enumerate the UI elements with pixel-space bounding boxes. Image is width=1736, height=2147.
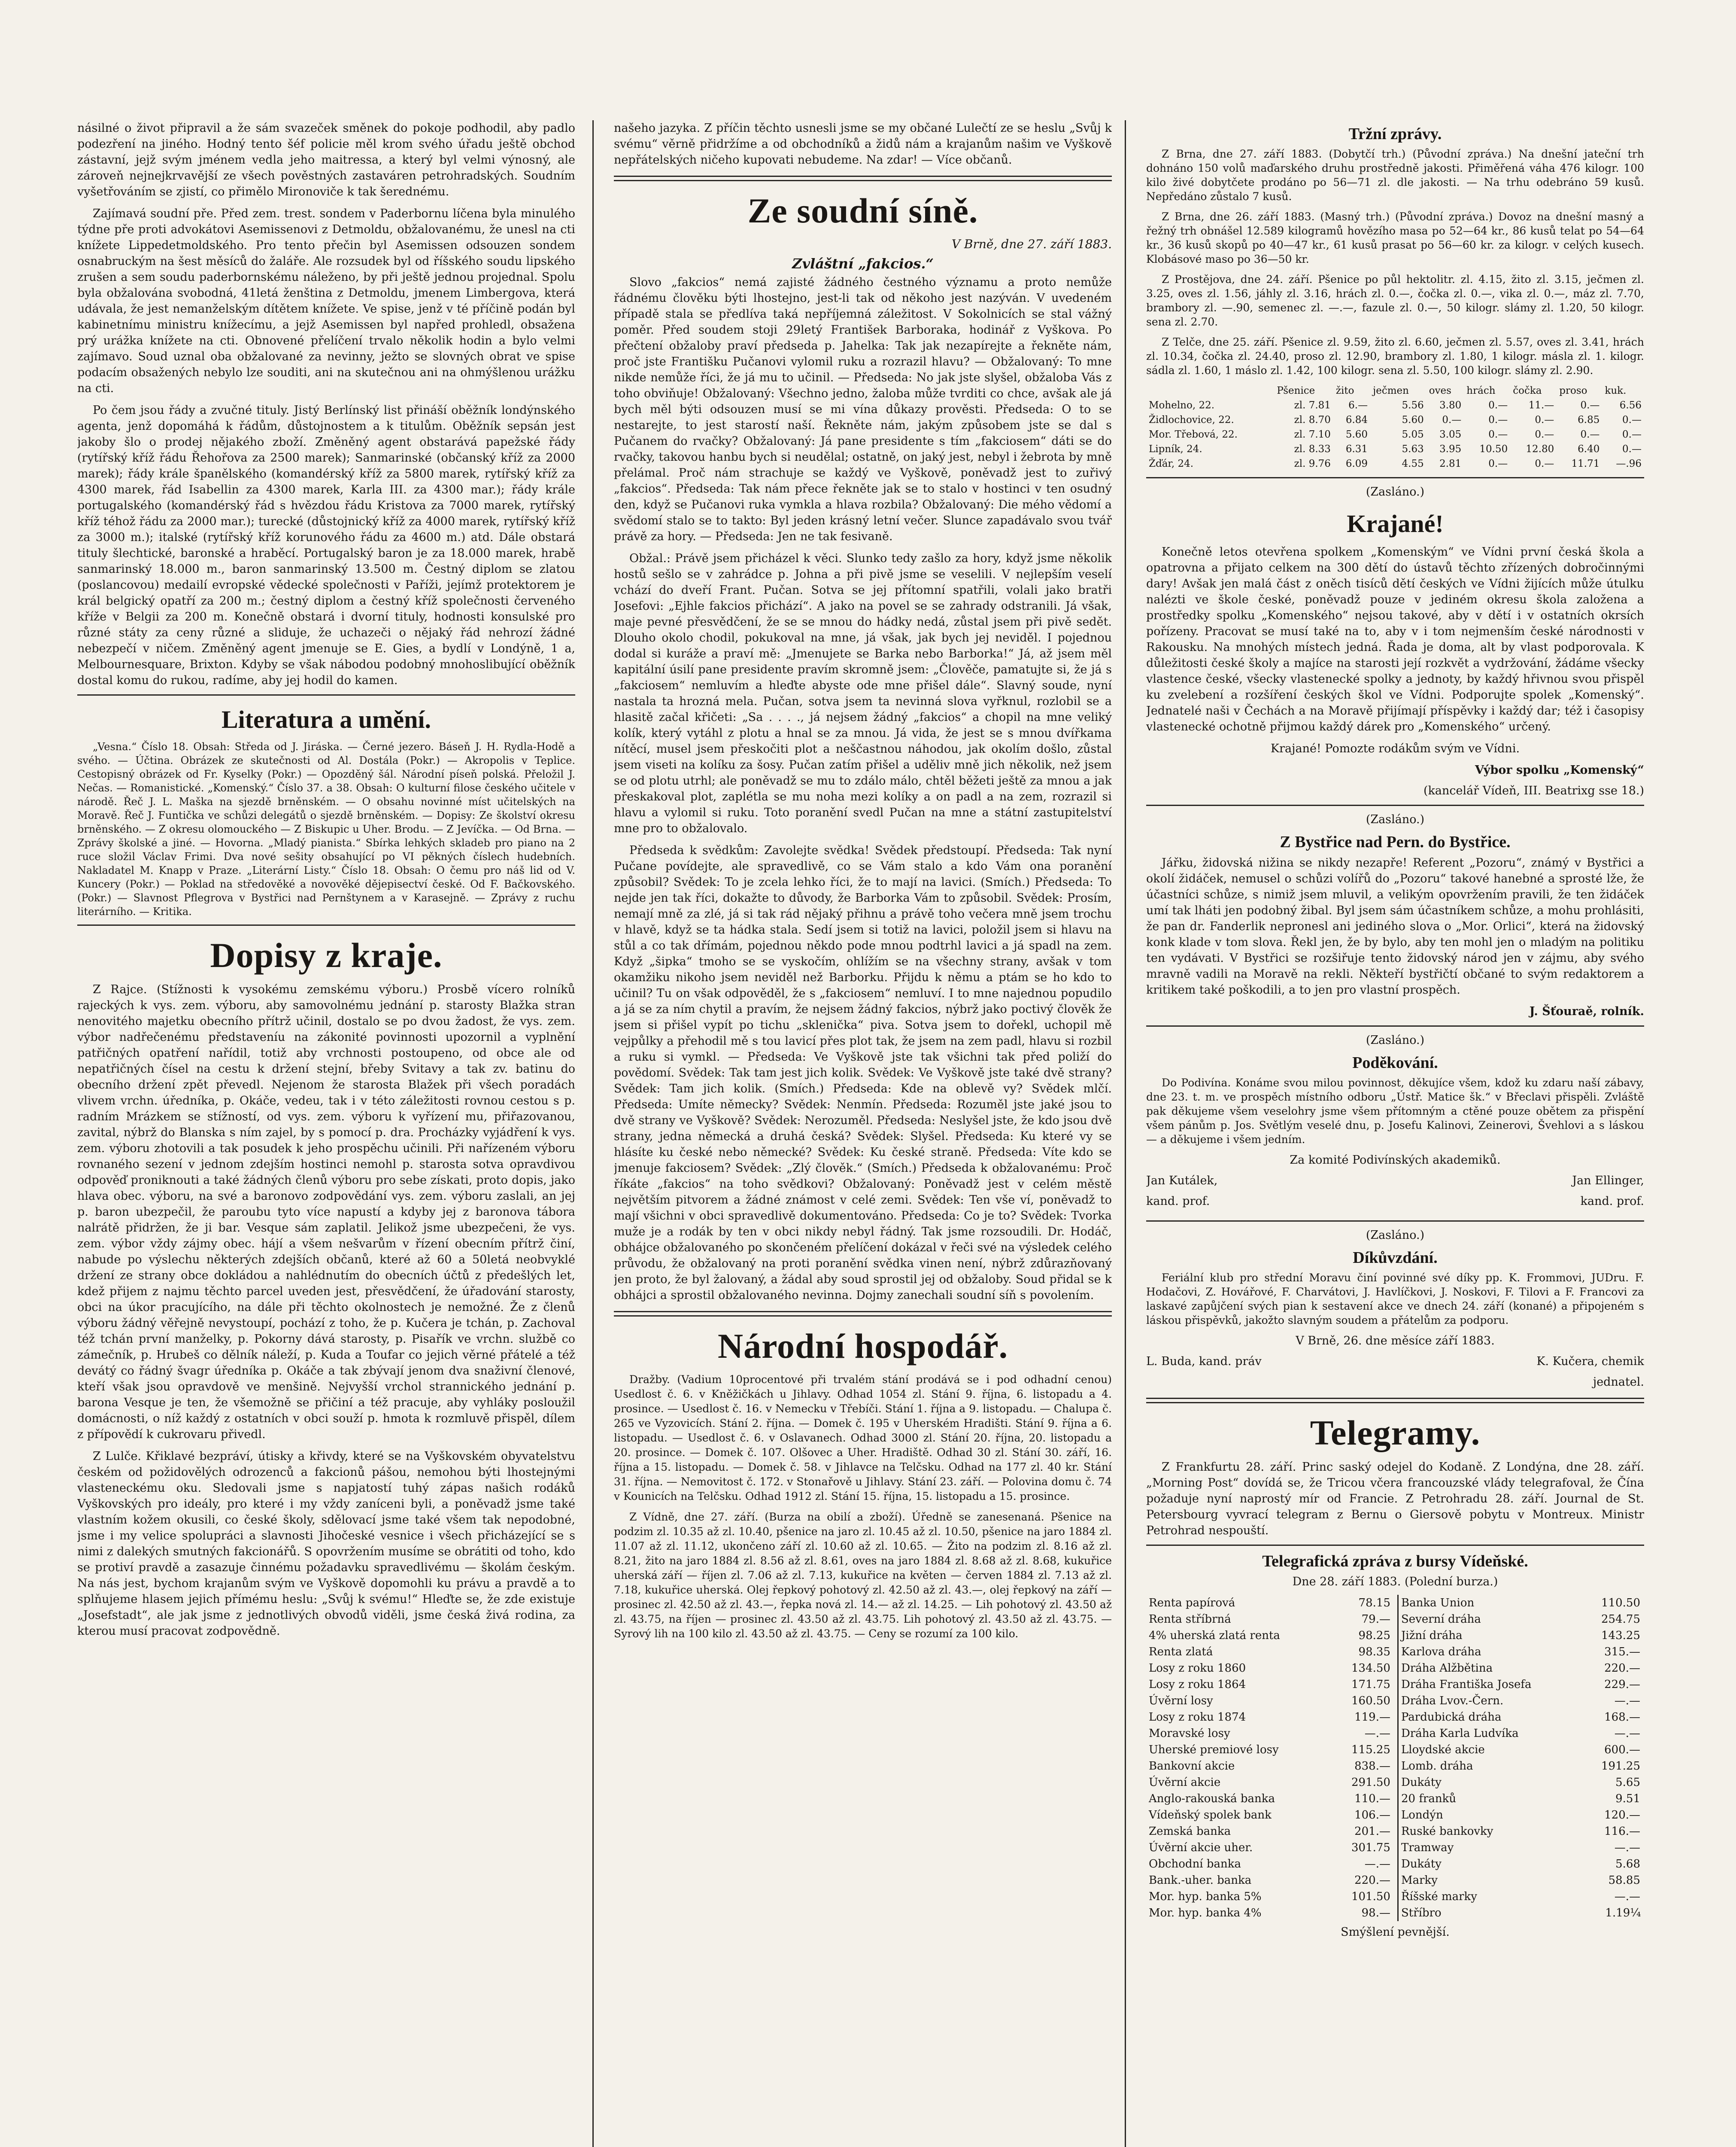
newspaper-page — [60, 120, 1691, 2147]
exchange-item: Tramway — [1401, 1841, 1454, 1854]
exchange-item: Bankovní akcie — [1149, 1760, 1235, 1773]
exchange-item: Renta stříbrná — [1149, 1613, 1231, 1626]
exchange-row — [1398, 1611, 1643, 1627]
signature-row — [1146, 1194, 1644, 1214]
exchange-item: Dukáty — [1401, 1776, 1442, 1789]
exchange-row — [1398, 1872, 1643, 1889]
exchange-row — [1146, 1693, 1393, 1709]
table-cell: Žďár, 24. — [1149, 458, 1194, 469]
exchange-value: —.— — [1614, 1727, 1640, 1740]
exchange-value: 120.— — [1604, 1809, 1640, 1822]
exchange-value: 116.— — [1604, 1825, 1640, 1838]
notice-text: Feriální klub pro střední Moravu činí povinné své díky pp. K. Frommovi, JUDru. F. Hodačovi, Z. Hovářové, F. Charvátovi, J. Havlíčkovi, J. Noskovi, F. Tilovi a F. Francovi za laskavé zapůjčení svých pian k sestavení akce ve dnech 24. září (konané) a připojeném s láskou přispěvků, jakožto slavným soudem a přátelům za podporu. — [1146, 1271, 1644, 1326]
table-cell: 0.— — [1535, 458, 1554, 469]
exchange-value: 838.— — [1354, 1760, 1390, 1773]
exchange-value: 254.75 — [1601, 1613, 1640, 1626]
exchange-item: Zemská banka — [1149, 1825, 1231, 1838]
exchange-row — [1146, 1709, 1393, 1725]
exchange-row — [1146, 1595, 1393, 1611]
exchange-item: Severní dráha — [1401, 1613, 1481, 1626]
table-cell: 0.— — [1488, 458, 1508, 469]
exchange-value: 58.85 — [1608, 1874, 1640, 1887]
exchange-value: 115.25 — [1351, 1743, 1390, 1756]
exchange-row — [1146, 1905, 1393, 1921]
notice-text: Jářku, židovská nižina se nikdy nezapře! Referent „Pozoru“, známý v Bystřici a okolí židáček, nemusel o schůzi volířů do „Pozoru“ takové hanebné a sprosté lže, že účastníci schůze, s nimiž jsem mluvil, a velikým opovržením pravili, že ten židáček umí tak lháti jen podobný žibal. Byl jsem sám účastníkem schůze, a mohu prohlásiti, že pan dr. Fanderlik nepronesl ani jediného slova o „Mor. Orlici“, která na židovský konk klade v tom slova. Řekl jen, že by bylo, aby ten mohl jen o mladým na politiku ten vydávati. V Bystřici se rozšiřuje tento židovský národ jen v zájmu, aby svého mravně vadili na Moravě na rekli. Někteří bystřičtí občané to svým redaktorem a kritikem také poškodili, a to jen pro vlastní prospěch. — [1146, 856, 1644, 997]
dateline: V Brně, dne 27. září 1883. — [951, 237, 1112, 251]
exchange-value: 191.25 — [1601, 1760, 1640, 1773]
table-cell: —.96 — [1616, 458, 1642, 469]
table-cell: 3.95 — [1439, 444, 1462, 455]
table-cell: 0.— — [1488, 429, 1508, 440]
table-cell: 2.81 — [1439, 458, 1462, 469]
divider — [1146, 805, 1644, 806]
exchange-row — [1398, 1889, 1643, 1905]
exchange-row — [1398, 1807, 1643, 1823]
table-cell: 6.40 — [1578, 444, 1600, 455]
exchange-value: 143.25 — [1601, 1629, 1640, 1642]
table-cell: 3.80 — [1439, 400, 1462, 411]
table-cell: Lipník, 24. — [1149, 444, 1202, 455]
table-cell: 0.— — [1488, 414, 1508, 426]
section-title-letters: Dopisy z kraje. — [210, 936, 443, 975]
exchange-item: Bank.-uher. banka — [1149, 1874, 1252, 1887]
exchange-value: 98.— — [1361, 1907, 1390, 1919]
article-text: Z Frankfurtu 28. září. Princ saský odejel do Kodaně. Z Londýna, dne 28. září. „Morning Post“ dovídá se, že Tricou včera francouzské vlády telegrafoval, že Čína požaduje nyní naprostý mír od Francie. Z Petrohradu 28. září. Journal de St. Petersbourg vyvrací telegram z Bernu o Giersově pobytu v Montreux. Ministr Petrohrad nespouští. — [1146, 1460, 1644, 1537]
table-cell: 10.50 — [1479, 444, 1508, 455]
exchange-row — [1146, 1660, 1393, 1676]
table-cell: 5.63 — [1402, 444, 1424, 455]
notice-place-date: V Brně, 26. dne měsíce září 1883. — [1296, 1334, 1495, 1347]
exchange-value: 106.— — [1354, 1809, 1390, 1822]
signature-name: K. Kučera, chemik — [1536, 1355, 1644, 1368]
exchange-row — [1146, 1791, 1393, 1807]
table-header-cell: čočka — [1513, 385, 1542, 396]
article-text: Z Prostějova, dne 24. září. Pšenice po půl hektolitr. zl. 4.15, žito zl. 3.15, ječmen zl. 3.25, oves zl. 1.56, jáhly zl. 3.16, hrách zl. 0.—, čočka zl. 0.—, vika zl. 0.—, máz zl. 7.70, brambory zl. —.90, semenec zl. —.—, fazule zl. 0.—, 50 kilogr. slámy zl. 1.20, 50 kilogr. sena zl. 2.70. — [1146, 273, 1644, 328]
table-header-cell: žito — [1335, 385, 1354, 396]
exchange-row — [1146, 1742, 1393, 1758]
notice-label: (Zasláno.) — [1366, 485, 1425, 499]
notice-text: Do Podivína. Konáme svou milou povinnost, děkujíce všem, kdož ku zdaru naší zábavy, dne 23. t. m. ve prospěch místního odboru „Ústř. Matice šk.“ v Břeclavi přispěli. Zvláště pak děkujeme všem veselohry jsme všem přítomným a ctěné pouze obětem za přispění všem pánům p. Jos. Světlým veselé dnu, p. Josefu Kalinovi, Zeinerovi, Švehlovi a s láskou — a děkujeme i všem jedním. — [1146, 1077, 1644, 1146]
article-text: násilné o život připravil a že sám svazeček směnek do pokoje podhodil, aby padlo podezření na jiného. Hodný tento šéf policie měl krom svého úřadu ještě obchod zástavní, jejž svým jménem vedla jeho maitressa, a který byl velmi výnosný, ale zároveň nejnejkrvavější ze všech pověstných zastaváren petrohradských. Soudním vyšetřováním se zjistí, co přimělo Mironoviče k tak šerednému. — [77, 122, 575, 198]
exchange-item: Úvěrní akcie uher. — [1149, 1841, 1253, 1854]
signature-name: Jan Kutálek, — [1146, 1174, 1218, 1187]
table-cell: 0.— — [1622, 414, 1642, 426]
notice-text: Konečně letos otevřena spolkem „Komenským“ ve Vídni první česká škola a opatrovna a přijato celkem na 300 dětí do ústavů těchto zřízených dobročinnými dary! Avšak jen malá část z oněch tisíců dětí českých ve Vídni žijících může útulku nalézti ve škole české, poněvadž pouze v jediném okresu škola založena a prostředky spolku „Komenského“ nejsou takové, aby v dětí i v ostatních okrsích pořízeny. Pracovat se musí také na to, aby v i tom nejmenším české národnosti v Rakousku. Na mnohých místech jedná. Řada je doma, alt by vlast podporovala. K důležitosti české školy a majíce na starosti její rozkvět a vydržování, žádáme všecky vlastence české, všecky vlastenecké spolky a jednoty, by každý hřivnou svou přispěl ku zvelebení a rozšíření českých škol ve Vídni. Podporujte spolek „Komenský“. Jednatelé naši v Čechách a na Moravě přijímají příspěvky i každý dar; též i časopisy vlastenecké ochotně přijmou každý dárek pro „Komenského“ určený. — [1146, 545, 1644, 733]
exchange-row — [1398, 1725, 1643, 1742]
table-row — [1146, 398, 1644, 413]
exchange-value: 220.— — [1604, 1662, 1640, 1675]
exchange-row — [1398, 1709, 1643, 1725]
table-cell: 5.60 — [1345, 429, 1368, 440]
exchange-row — [1398, 1676, 1643, 1693]
article-text: Z Lulče. Křiklavé bezpráví, útisky a křivdy, které se na Vyškovském obyvatelstvu českém od požidovělých odrozenců a fakcionů pášou, nemohou býti lhostejnými vlasteneckému oku. Sledovali jsme s napjatostí tuhý zápas našich rodáků Vyškovských pro ideály, pro které i my vždy zaníceni byli, a poněvadž jsme také vlastním kožem okusili, co české školy, sdělovací jsme také všem tak nepodobné, jsme i my velice spolupráci a slavnosti Jihočeské vesnice i všech přicházející se s nimi z dalekých smutných fakcionářů. S opovržením musíme se obrátiti od toho, kdo se protiví pravdě a zasazuje činnému požadavku spravedlivému — školám českým. Na nás jest, bychom krajanům svým ve Vyškově dopomohli ku právu a pravdě a to splňujeme hlasem jejich přímému heslu: „Svůj k svému!“ Hleďte se, že zde existuje „Josefstadt“, ale jak jsme z jednotlivých obvodů viděli, jsme česká živá rodina, za kterou musí pracovat zodpovědně. — [77, 1450, 575, 1638]
table-header-row — [1146, 383, 1644, 398]
article-text: Obžal.: Právě jsem přicházel k věci. Slunko tedy zašlo za hory, když jsme několik hostů sešlo se v zahrádce p. Johna a při pivě jsme se veselili. V nejlepším veselí vchází do dveří Frant. Pučan. Sotva se jej přítomní spatřili, volali jako bratři Josefovi: „Ejhle fakcios přichází“. A jako na povel se se zahrady odstranili. Já však, maje pevné přesvědčení, že se se mnou do hádky nedá, zůstal jsem při pivě sedět. Dlouho okolo chodil, pokukoval na mne, já však, jak bych jej neviděl. I pojednou dodal si kuráže a praví mě: „Jmenujete se Barka nebo Barborka!“ Já, až jsem měl kapitální úsilí pane presidente pravím skromně jsem: „Člověče, pamatujte si, že já s „fakciosem“ nemluvím a hleďte abyste ode mne přišel dále“. Slavný soude, nyní nastala ta hrozná mela. Pučan, sotva jsem ta nevinná slova vyřknul, rozlobil se a hlasitě začal křičeti: „Sa . . . ., já nejsem žádný „fakcios“ a chopil na mne veliký kolík, který vytáhl z plotu a hnal se za mnou. Já vida, že jest se s mnou dvířkama nítěcí, musel jsem přeskočiti plot a neščastnou náhodou, jak okolím došlo, zůstal jsem viseti na kolíku za šosy. Pučan zatím přišel a uděliv mně jich několik, než jsem se od plotu utrhl; ale poněvadž se mu to zdálo málo, chtěl běžeti ještě za mnou a jak přeskakoval plot, zaplétla se mu noha mezi kolíky a on padl a na zem, rozrazil si hlavu a vylomil si ruku. Toto poranění svedl Pučan na mne a státní zastupitelství mne pro to obžalovalo. — [614, 552, 1112, 835]
table-cell: Židlochovice, 22. — [1149, 414, 1234, 426]
table-cell: 0.— — [1622, 444, 1642, 455]
notice-signature: Výbor spolku „Komenský“ — [1475, 763, 1644, 777]
exchange-row — [1398, 1644, 1643, 1660]
divider — [614, 176, 1112, 181]
exchange-item: Lomb. dráha — [1401, 1760, 1473, 1773]
exchange-item: Úvěrní losy — [1149, 1694, 1213, 1707]
article-text: „Vesna.“ Číslo 18. Obsah: Středa od J. Jiráska. — Černé jezero. Báseň J. H. Rydla-Hodě a svého. — Účtina. Obrázek ze skutečnosti od Al. Dostála (Pokr.) — Akropolis v Teplice. Cestopisný obrázek od Fr. Kyselky (Pokr.) — Opozděný šál. Národní píseň polská. Přeložil J. Nečas. — Romanistické. „Komenský.“ Číslo 37. a 38. Obsah: O kulturní filose českého učitele v národě. Řeč J. L. Maška na sjezdě brněnském. — O obsahu novinné míst učitelských na Moravě. Řeč J. Funtička ve schůzi delegátů o sjezdě brněnském. — Dopisy: Ze školství okresu brněnského. — Z okresu olomouckého — Z Biskupic u Uher. Brodu. — Z Jevíčka. — Od Brna. — Zprávy školské a jiné. — Hovorna. „Mladý pianista.“ Sbírka lehkých skladeb pro piano na 2 ruce složil Václav Frimi. Dva nové sešity obsahující po VI pěkných číslech hudebních. Nakladatel M. Knapp v Praze. „Literární Listy.“ Číslo 18. Obsah: O čemu pro náš lid od V. Kuncery (Pokr.) — Poklad na středověké a novověké dějepisectví české. Od F. Bačkovského. (Pokr.) — Slavnost Pflegrova v Bystřici nad Pernštynem a v Karasejně. — Zprávy z ruchu literárního. — Kritika. — [77, 741, 575, 918]
article-text: Z Brna, dne 26. září 1883. (Masný trh.) (Původní zpráva.) Dovoz na dnešní masný a řežný trh obnášel 12.589 kilogramů hovězího masa po 52—64 kr., 86 kusů telat po 54—64 kr., 36 kusů skopů po 40—47 kr., 61 kusů prasat po 56—60 kr. za kilogr. v celých kusech. Klobásové maso po 36—50 kr. — [1146, 210, 1644, 265]
section-title-economy: Národní hospodář. — [717, 1326, 1008, 1365]
exchange-item: Losy z roku 1864 — [1149, 1678, 1246, 1691]
column-1 — [77, 120, 575, 2147]
exchange-value: 78.15 — [1358, 1597, 1390, 1609]
column-rule — [592, 120, 594, 2147]
exchange-row — [1398, 1823, 1643, 1840]
exchange-value: 119.— — [1354, 1711, 1390, 1724]
exchange-tables — [1146, 1595, 1644, 1921]
table-header-cell: kuk. — [1605, 385, 1627, 396]
exchange-row — [1398, 1660, 1643, 1676]
exchange-value: —.— — [1364, 1727, 1390, 1740]
article-subtitle: Zvláštní „fakcios.“ — [792, 255, 934, 272]
signature-title: kand. prof. — [1580, 1195, 1644, 1208]
exchange-item: Pardubická dráha — [1401, 1711, 1502, 1724]
exchange-row — [1398, 1905, 1643, 1921]
exchange-item: Anglo-rakouská banka — [1149, 1792, 1275, 1805]
exchange-value: 160.50 — [1351, 1694, 1390, 1707]
article-text: Po čem jsou řády a zvučné tituly. Jistý Berlínský list přináší oběžník londýnského agenta, jenž dopomáhá k řádům, důstojnostem a k titulům. Oběžník sepsán jest jakoby šlo o prodej nějakého zboží. Změněný agent obstarává papežské řády (rytířský kříž řádu Řehořova za 2500 marek); Sanmarinské (občanský kříž za 2000 marek); řády krále španělského (komandérský kříž za 5800 marek, rytířský kříž za 4300 marek, řád Isabellin za 4300 marek, Karla III. za 4300 mar.); řády krále portugalského (komandérský řád s hvězdou řádu Kristova za 7000 marek, rytířský kříž téhož řádu za 2000 mar.); turecké (důstojnický kříž za 4000 marek, rytířský kříž za 3000 m.); italské (rytířský kříž korunového řádu za 4600 m.) atd. Dále obstará tituly šlechtické, baronské a hraběcí. Portugalský baron je za 18.000 marek, hrabě sanmarinský 18.000 m., baron sanmarinský 13.500 m. Čestný diplom se zlatou (poslancovou) medailí evropské vědecké společnosti v Paříži, jejímž protektorem je král belgický opatří za 200 m.; čestný diplom a čestný kříž společnosti červeného kříže v Belgii za 200 m. Konečně obstará i dvorní tituly, hodnosti konsulské pro různé státy za ceny různé a sliduje, že uchazeči o nějaký řád nehrozí žádné nebezpečí v ničem. Změněný agent jmenuje se E. Gies, a bydlí v Londýně, 1 a, Melbournesquare, Brixton. Kdyby se však nábodou podobný mnohoslibující oběžník dostal komu do rukou, radíme, aby jej hodil do kamen. — [77, 404, 575, 687]
exchange-footer: Smýšlení pevnější. — [1341, 1925, 1450, 1939]
table-cell: Mor. Třebová, 22. — [1149, 429, 1238, 440]
table-cell: 0.— — [1488, 400, 1508, 411]
signature-row — [1146, 1354, 1644, 1375]
table-cell: Mohelno, 22. — [1149, 400, 1215, 411]
table-cell: 11.— — [1528, 400, 1554, 411]
divider — [1146, 477, 1644, 478]
exchange-date: Dne 28. září 1883. (Polední burza.) — [1292, 1575, 1498, 1588]
article-text: našeho jazyka. Z příčin těchto usnesli jsme se my občané Lulečtí ze se heslu „Svůj k svému“ věrně přidržíme a od obchodníků a židů nám a krajanům našim ve Vyškově nepřátelských ničeho kupovati nebudeme. Na zdar! — Více občanů. — [614, 122, 1112, 167]
table-header-cell: Pšenice — [1277, 385, 1315, 396]
table-row — [1146, 456, 1644, 471]
exchange-item: Renta zlatá — [1149, 1645, 1213, 1658]
table-cell: 0.— — [1622, 429, 1642, 440]
exchange-row — [1146, 1627, 1393, 1644]
divider — [1146, 1398, 1644, 1403]
notice-label: (Zasláno.) — [1366, 1034, 1425, 1047]
table-header-cell — [1146, 383, 1274, 398]
exchange-value: 171.75 — [1351, 1678, 1390, 1691]
section-title-telegrams: Telegramy. — [1310, 1413, 1481, 1452]
exchange-value: —.— — [1614, 1694, 1640, 1707]
notice-address: (kancelář Vídeň, III. Beatrixg sse 18.) — [1423, 784, 1644, 797]
exchange-value: —.— — [1364, 1858, 1390, 1870]
exchange-item: Renta papírová — [1149, 1597, 1235, 1609]
exchange-value: 5.68 — [1615, 1858, 1640, 1870]
exchange-row — [1146, 1774, 1393, 1791]
exchange-row — [1398, 1758, 1643, 1774]
exchange-value: 168.— — [1604, 1711, 1640, 1724]
exchange-item: Mor. hyp. banka 5% — [1149, 1890, 1262, 1903]
exchange-row — [1398, 1774, 1643, 1791]
table-cell: 3.05 — [1439, 429, 1462, 440]
column-2 — [614, 120, 1112, 2147]
notice-title-bystrice: Z Bystřice nad Pern. do Bystřice. — [1280, 833, 1511, 851]
article-text: Předseda k svědkům: Zavolejte svědka! Svědek předstoupí. Předseda: Tak nyní Pučane povídejte, ale spravedlivě, co se Vám stalo a kdo Vám ona poranění způsobil? Svědek: To je zcela lehko říci, že to mají na lavici. (Smích.) Předseda: To nejde jen tak říci, dokažte to důvody, že Barborka Vám to způsobil. Svědek: Prosím, nemají mně za zlé, já si tak rád nějaký přihnu a právě toho večera mně jsem trochu v hlavě, když se ta hádka stala. Sedí jsem si totiž na lavici, položil jsem si hlavu na stůl a co tak dřímám, pojednou někdo pode mnou podtrhl lavici a já spadl na zem. Když „šipka“ tmoho se se vyskočím, ohlížím se na všechny strany, avšak v tom okamžiku nikoho jsem neviděl než Barborku. Přijdu k němu a ptám se ho kdo to učinil? Tu on však odpověděl, že s „fakciosem“ nemluví. I to mne najednou popudilo a já se za ním chytil a pravím, že nejsem žádný fakcios, nýbrž jako poctivý člověk že jsem si přišel vypít po tichu „sklenička“ piva. Sotva jsem to dořekl, uchopil mě vejpůlky a přehodil mě s tou lavicí přes plot tak, že jsem na zem padl, hlavu si rozbil a ruku si vymkl. — Předseda: Ve Vyškově jste tak všichni tak před poliží do povědomí. Svědek: Tak tam jest jich kolik. Svědek: Ve Vyškově jste také dvě strany? Svědek: Tam jich kolik. (Smích.) Předseda: Kde na oblevě vy? Svědek mlčí. Předseda: Umíte německy? Svědek: Nenmín. Předseda: Rozuměl jste jaké jsou to dvě strany ve Vyškově? Svědek: Nerozuměl. Předseda: Neslyšel jste, že kdo jsou dvě strany, jedna německá a druhá česká? Svědek: Slyšel. Předseda: Ku které vy se hlásíte ku české nebo německé? Svědek: Ku české straně. Předseda: Víte kdo se jmenuje fakciosem? Svědek: „Zlý člověk.“ (Smích.) Předseda k obžalovanému: Proč říkáte „fakcios“ na toho svědkovi? Obžalovaný: Poněvadž jest v celém městě největším pitvorem a žádné známost v celé zemi. Svědek: Ten vše ví, poněvadž to mají všichni v obci spravedlivě dokumentováno. Předseda: Co je to? Svědek: Tvorka muže je a rodák by ten v obci nikdy nebyl řádný. Tak jsme rozsoudili. Dr. Hodáč, obhájce obžalovaného po skončeném přelíčení dokázal v řeči své na výsledek celého průvodu, že obžalovaný na proti poranění svědka vinen není, nýbrž zdůrazňovaný jen proto, že byl žalovaný, a žádal aby soud sprostil jej od obžaloby. Soud přidal se k obhájci a sprostil obžalovaného nevinna. Dojmy zanechali soudní síň s povolením. — [614, 844, 1112, 1302]
table-header-cell: proso — [1559, 385, 1587, 396]
exchange-item: Jižní dráha — [1401, 1629, 1463, 1642]
table-cell: 6.31 — [1345, 444, 1368, 455]
exchange-row — [1398, 1693, 1643, 1709]
table-header-cell: ječmen — [1373, 385, 1409, 396]
table-cell: zl. 7.81 — [1294, 400, 1331, 411]
exchange-item: Úvěrní akcie — [1149, 1776, 1221, 1789]
table-row — [1146, 442, 1644, 456]
exchange-row — [1398, 1791, 1643, 1807]
table-cell: 0.— — [1580, 429, 1600, 440]
notice-appeal: Krajané! Pomozte rodákům svým ve Vídni. — [1270, 742, 1520, 755]
exchange-item: Stříbro — [1401, 1907, 1442, 1919]
exchange-item: Dukáty — [1401, 1858, 1442, 1870]
exchange-row — [1146, 1611, 1393, 1627]
article-text: Slovo „fakcios“ nemá zajisté žádného čestného významu a proto nemůže řádnému člověku býti lhostejno, jest-li tak od někoho jest nazýván. V uvedeném případě stala se předlíva taká nepříjemná záležitost. V Sokolnicích se stal vážný poměr. Před soudem stoji 29letý František Barboraka, hodinář z Vyškova. Po přečtení obžaloby praví předseda p. Jahelka: Tak jak nezapírejte a řekněte nám, proč jste Františku Pučanovi vylomil ruku a rozrazil hlavu? — Obžalovaný: To mne nikde nemůže říci, že já mu to učinil. — Předseda: No jak jste slyšel, obžaloba Vás z toho obviňuje! Obžalovaný: Všechno jedno, žaloba může tvrditi co chce, avšak ale já bych měl býti odsouzen musí se mi vína důkazy prověsti. Předseda: O to se nestarejte, to jest starostí naší. Řekněte nám, jakým způsobem jste se dal s Pučanem do rvačky? Obžalovaný: Já pane presidente s tím „fakciosem“ dáti se do rvačky, takovou hanbu bych si neudělal; ostatně, on jaký jest, nebyl i žebrota by mně přelámal. Proč nám strachuje se každý ve Vyškově, poněvadž jest to zuřivý „fakcios“. Předseda: Tak nám přece řekněte jak se to stalo v hostinci v ten osudný den, když se Pučanovi ruka vymkla a hlava rozbila? Obžalovaný: Die mého vědomí a svědomí stalo se to takto: Byl jeden krásný letní večer. Slunce zapadávalo svou tvář právě za hory. — Předseda: Jen ne tak fesivaně. — [614, 276, 1112, 543]
exchange-row — [1398, 1595, 1643, 1611]
exchange-value: 98.35 — [1358, 1645, 1390, 1658]
table-cell: 11.71 — [1571, 458, 1600, 469]
exchange-row — [1398, 1856, 1643, 1872]
exchange-value: 315.— — [1604, 1645, 1640, 1658]
table-cell: 4.55 — [1402, 458, 1424, 469]
exchange-item: Dráha Alžbětina — [1401, 1662, 1493, 1675]
article-text: Z Telče, dne 25. září. Pšenice zl. 9.59, žito zl. 6.60, ječmen zl. 5.57, oves zl. 3.41, hrách zl. 10.34, čočka zl. 24.40, proso zl. 12.90, brambory zl. 1.80, 1 kilogr. másla zl. 1. kilogr. sádla zl. 1.60, 1 máslo zl. 1.42, 100 kilogr. sena zl. 5.50, 100 kilogr. slámy zl. 2.90. — [1146, 336, 1644, 377]
exchange-row — [1146, 1725, 1393, 1742]
exchange-value: —.— — [1614, 1841, 1640, 1854]
table-cell: 5.05 — [1402, 429, 1424, 440]
exchange-row — [1398, 1627, 1643, 1644]
section-title-literature: Literatura a umění. — [221, 706, 431, 733]
exchange-value: 110.50 — [1601, 1597, 1640, 1609]
exchange-row — [1146, 1872, 1393, 1889]
divider — [77, 694, 575, 696]
table-cell: 5.60 — [1402, 414, 1424, 426]
notice-label: (Zasláno.) — [1366, 813, 1425, 826]
signature-name: L. Buda, kand. práv — [1146, 1355, 1262, 1368]
divider — [1146, 1545, 1644, 1546]
article-text: Zajímavá soudní pře. Před zem. trest. sondem v Paderbornu líčena byla minulého týdne pře proti advokátovi Asemissenovi z Detmoldu, obžalovanému, že unesl na cti knížete Lippedetmoldského. Pro tento přečin byl Asemissen odsouzen sondem osnabruckým na šest měsíců do žaláře. Ale rozsudek byl od říšského soudu lipského zrušen a sem soudu paderbornskému náleženo, by při ještě jednou projednal. Spolu byla obžalována svobodná, 41letá ženština z Detmoldu, jmenem Limbergova, která udávala, že jest nemanželským dítětem knížete. Ve spise, jenž v té příčině podán byl kabinetnímu ministru knížecímu, a jejž Asemissen byl napřed prohledl, obsažena prý urážka knížete na cti. Obnovené přelíčení trvalo několik hodin a bylo velmi zajímavo. Soud uznal oba obžalované za nevinny, ježto se slovných obrat ve spise podacím obsažených nebylo lze souditi, ani na skutečnou ani na ohmýšlenou urážku na cti. — [77, 207, 575, 395]
exchange-item: Moravské losy — [1149, 1727, 1230, 1740]
divider — [1146, 1220, 1644, 1222]
exchange-value: —.— — [1614, 1890, 1640, 1903]
table-row — [1146, 413, 1644, 427]
exchange-value: 201.— — [1354, 1825, 1390, 1838]
table-cell: 6.— — [1348, 400, 1368, 411]
section-title-court: Ze soudní síně. — [747, 191, 978, 230]
table-cell: 12.80 — [1526, 444, 1554, 455]
notice-label: (Zasláno.) — [1366, 1229, 1425, 1242]
table-row — [1146, 427, 1644, 442]
exchange-value: 134.50 — [1351, 1662, 1390, 1675]
exchange-item: Obchodní banka — [1149, 1858, 1241, 1870]
exchange-item: Londýn — [1401, 1809, 1443, 1822]
exchange-row — [1146, 1758, 1393, 1774]
exchange-item: Dráha Františka Josefa — [1401, 1678, 1532, 1691]
exchange-value: 600.— — [1604, 1743, 1640, 1756]
column-rule — [1125, 120, 1126, 2147]
exchange-item: Karlova dráha — [1401, 1645, 1481, 1658]
exchange-item: Říšské marky — [1401, 1890, 1477, 1903]
table-cell: zl. 7.10 — [1294, 429, 1331, 440]
exchange-item: 4% uherská zlatá renta — [1149, 1629, 1280, 1642]
section-title-exchange: Telegrafická zpráva z bursy Vídeňské. — [1262, 1552, 1528, 1570]
exchange-table-right — [1397, 1595, 1644, 1921]
notice-committee: Za komité Podivínských akademiků. — [1290, 1153, 1501, 1167]
table-cell: 0.— — [1442, 414, 1462, 426]
exchange-value: 101.50 — [1351, 1890, 1390, 1903]
table-cell: 6.56 — [1619, 400, 1642, 411]
signature-row — [1146, 1173, 1644, 1194]
article-text: Dražby. (Vadium 10procentové při trvalém stání prodává se i pod odhadní cenou) Usedlost č. 6. v Kněžičkách u Jihlavy. Odhad 1054 zl. Stání 9. října, 6. listopadu a 4. prosince. — Usedlost č. 16. v Nemecku v Třebíči. Stání 1. října a 9. listopadu. — Chalupa č. 265 ve Vyzovicích. Stání 2. října. — Domek č. 195 v Uherském Hradišti. Stání 9. října a 6. listopadu. — Usedlost č. 6. v Oslavanech. Odhad 3000 zl. Stání 20. října, 20. listopadu a 20. prosince. — Domek č. 107. Olšovec a Uher. Hradiště. Odhad 30 zl. Stání 30. září, 16. října a 15. listopadu. — Domek č. 58. v Jihlavce na Telčsku. Odhad na 177 zl. 40 kr. Stání 31. října. — Nemovitost č. 172. v Stonařově u Jihlavy. Stání 23. září. — Polovina domu č. 74 v Kounicích na Telčsku. Odhad 1912 zl. Stání 15. října, 15. listopadu a 15. prosince. — [614, 1373, 1112, 1502]
exchange-row — [1398, 1742, 1643, 1758]
exchange-value: 229.— — [1604, 1678, 1640, 1691]
exchange-row — [1146, 1807, 1393, 1823]
exchange-value: 9.51 — [1615, 1792, 1640, 1805]
notice-title-krajane: Krajané! — [1347, 510, 1444, 538]
article-text: Z Brna, dne 27. září 1883. (Dobytčí trh.) (Původní zpráva.) Na dnešní jateční trh dohnáno 150 volů maďarského druhu prostředně jakosti. Přiměřená váha 476 kilogr. 100 kilo živé dobytčete prodáno po 56—71 zl. dle jakosti. — Na trhu odebráno 59 kusů. Nepředáno zůstalo 7 kusů. — [1146, 148, 1644, 203]
exchange-row — [1146, 1823, 1393, 1840]
exchange-value: 1.19¼ — [1605, 1907, 1641, 1919]
exchange-value: 5.65 — [1615, 1776, 1640, 1789]
article-text: Z Vídně, dne 27. září. (Burza na obilí a zboží). Úředně se zanesenaná. Pšenice na podzim zl. 10.35 až zl. 10.40, pšenice na jaro zl. 10.45 až zl. 10.50, pšenice na jaro 1884 zl. 11.07 až zl. 11.12, ukončeno září zl. 10.60 až zl. 10.65. — Žito na podzim zl. 8.16 až zl. 8.21, žito na jaro 1884 zl. 8.56 až zl. 8.61, oves na jaro 1884 zl. 8.68 až zl. 8.68, kukuřice uherská září — říjen zl. 7.06 až zl. 7.13, kukuřice na květen — červen 1884 zl. 7.13 až zl. 7.18, kukuřice uherská. Olej řepkový pohotový zl. 42.50 až zl. 43.—, olej řepkový na září — prosinec zl. 42.50 až zl. 43.—, řepka nová zl. 14.— až zl. 14.25. — Lih pohotový zl. 43.50 až zl. 43.75, na říjen — prosinec zl. 43.50 až zl. 43.75. Lih pohotový zl. 43.50 až zl. 43.75. — Syrový lih na 100 kilo zl. 43.50 až zl. 43.75. — Ceny se rozumí za 100 kilo. — [614, 1511, 1112, 1640]
exchange-item: Uherské premiové losy — [1149, 1743, 1279, 1756]
exchange-row — [1146, 1644, 1393, 1660]
exchange-item: 20 franků — [1401, 1792, 1457, 1805]
notice-title-dikuvzdani: Díkůvzdání. — [1353, 1249, 1438, 1267]
table-cell: 0.— — [1535, 414, 1554, 426]
exchange-row — [1146, 1840, 1393, 1856]
exchange-item: Losy z roku 1860 — [1149, 1662, 1246, 1675]
article-text: Z Rajce. (Stížnosti k vysokému zemskému výboru.) Prosbě vícero rolníků rajeckých k vys. zem. výboru, aby samovolnému jednání p. starosty Blažka stran nenovitého majetku obecního přítrž učinil, dostalo se po dvou žadost, že vys. zem. výbor nadřečenému představeníu na zákonité povinnosti upozornil a vyplnění patřičných opatření nařídil, totiž aby vrchnosti postoupeno, od obce ale od nepatřičných čísel na cestu k držení stejní, břeby Svitavy a tak zv. batinu do obecního držení zpět převedl. Nejenom že starosta Blažek při všech poradách vlivem vrchn. úředníka, p. Okáče, vedeu, tak i v této záležitosti rovnou cestou s p. radním Mrázkem se stížností, od vys. zem. výboru k vyřízení mu, přiřazovanou, zavital, nýbrž do Blanska s ním zajel, by s pomocí p. dra. Procházky vyjádření k vys. zem. výboru zhotovili a tak posudek k jeho prospěchu učinili. Při nařízeném výboru rovnaného sezení v jednom zdejším hostinci nemohl p. starosta sotva opravdivou odpověď proniknouti a také žádných členů výboru pro sebe získati, proto dopis, jako hlava obec. výboru, na své a baronovo zodpovědání vys. zem. výboru zaslali, an jej p. baron ubezpečil, že paroubu tyto více napustí a kdyby jej z baronova tábora nalrátě přidržen, že ji bar. Vesque sám zaplatil. Jelikož jsme ubezpečeni, že vys. zem. výbor vždy zájmy obec. hájí a všem nešvarům v řízení obecním přítrž činí, nabude po výslechu některých zdejších občanů, které až 60 a 50letá neobvyklé držení ze strany obce dokládou a nahlédnutím do obecních účtů z předešlých let, kdež přijem z najmu těchto parcel uveden jest, přesvědčení, že úřadování starosty, obci na úkor pracujícího, na dále při těchto okolnostech je nemožné. Že z členů výboru žádný věřejně nevystoupí, pochází z toho, že p. Kučera je tchán, p. Zachoval též tchán první manželky, p. Pokorny dává starosty, p. Pisařík ve vrchn. službě co zámečník, p. Hrubeš co dělník náleží, p. Kuda a Toufar co jejich věrné přátelé a též devátý co řádný švagr úředníka p. Okáče a tak zbývají jenom dva snaživní členové, kteří však jsou opravdově ve menšině. Nejvyšší vrchol strannického jednání p. barona Vesque je ten, že všemožně se přičiní a též pracuje, aby vyhláky posloužil domácnosti, o níž každý z ostatních v obci souží p. hmota k rozmluvě přispěl, dílem z přípovědí k cukrovaru přivedl. — [77, 983, 575, 1441]
grain-price-table — [1146, 383, 1644, 471]
exchange-row — [1398, 1840, 1643, 1856]
exchange-value: 79.— — [1361, 1613, 1390, 1626]
table-cell: 5.56 — [1402, 400, 1424, 411]
exchange-row — [1146, 1676, 1393, 1693]
table-cell: 0.— — [1580, 400, 1600, 411]
exchange-value: 220.— — [1354, 1874, 1390, 1887]
column-3 — [1146, 120, 1644, 2147]
signature-title: jednatel. — [1593, 1375, 1644, 1389]
exchange-row — [1146, 1889, 1393, 1905]
exchange-item: Banka Union — [1401, 1597, 1475, 1609]
table-header-cell: hrách — [1466, 385, 1496, 396]
exchange-item: Dráha Lvov.-Čern. — [1401, 1694, 1504, 1707]
notice-title-podekovani: Poděkování. — [1352, 1054, 1438, 1072]
table-cell: 6.09 — [1345, 458, 1368, 469]
exchange-value: 110.— — [1354, 1792, 1390, 1805]
exchange-row — [1146, 1856, 1393, 1872]
table-cell: zl. 8.70 — [1294, 414, 1331, 426]
table-cell: zl. 8.33 — [1294, 444, 1331, 455]
exchange-item: Vídeňský spolek bank — [1149, 1809, 1272, 1822]
table-header-cell: oves — [1429, 385, 1451, 396]
signature-name: Jan Ellinger, — [1572, 1174, 1644, 1187]
signature-title: kand. prof. — [1146, 1195, 1210, 1208]
exchange-item: Losy z roku 1874 — [1149, 1711, 1246, 1724]
exchange-item: Dráha Karla Ludvíka — [1401, 1727, 1519, 1740]
exchange-item: Mor. hyp. banka 4% — [1149, 1907, 1262, 1919]
exchange-item: Lloydské akcie — [1401, 1743, 1485, 1756]
exchange-value: 98.25 — [1358, 1629, 1390, 1642]
exchange-item: Marky — [1401, 1874, 1438, 1887]
table-cell: zl. 9.76 — [1294, 458, 1331, 469]
exchange-table-left — [1146, 1595, 1393, 1921]
notice-signature: J. Šťouraě, rolník. — [1529, 1005, 1644, 1018]
table-cell: 6.84 — [1345, 414, 1368, 426]
exchange-value: 291.50 — [1351, 1776, 1390, 1789]
exchange-item: Ruské bankovky — [1401, 1825, 1493, 1838]
divider — [1146, 1025, 1644, 1027]
section-title-market: Tržní zprávy. — [1348, 125, 1442, 143]
table-cell: 0.— — [1535, 429, 1554, 440]
divider — [77, 924, 575, 926]
table-cell: 6.85 — [1578, 414, 1600, 426]
exchange-value: 301.75 — [1351, 1841, 1390, 1854]
divider — [614, 1311, 1112, 1317]
